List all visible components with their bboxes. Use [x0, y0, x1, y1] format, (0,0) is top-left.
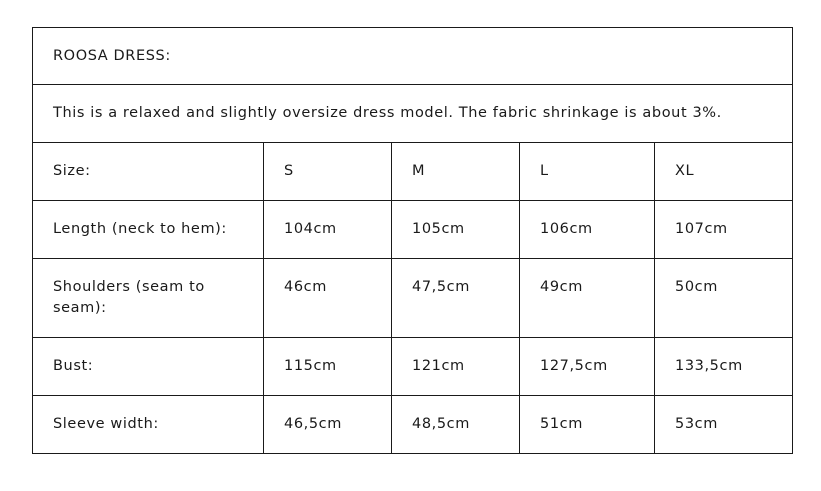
size-chart-table [32, 27, 793, 454]
row-label: Shoulders (seam to seam): [33, 259, 264, 338]
measurement-cell: 115cm [264, 338, 392, 396]
measurement-cell: 105cm [392, 201, 520, 259]
measurement-cell: 104cm [264, 201, 392, 259]
measurement-cell: 51cm [520, 396, 655, 454]
measurement-cell: 107cm [655, 201, 793, 259]
table-row [33, 201, 793, 259]
measurement-cell: 46cm [264, 259, 392, 338]
fit-note: This is a relaxed and slightly oversize dress model. The fabric shrinkage is about 3%. [33, 85, 793, 143]
measurement-cell: 49cm [520, 259, 655, 338]
measurement-cell: 48,5cm [392, 396, 520, 454]
measurement-cell: 46,5cm [264, 396, 392, 454]
measurement-cell: 106cm [520, 201, 655, 259]
measurement-cell: 53cm [655, 396, 793, 454]
measurement-cell: 47,5cm [392, 259, 520, 338]
size-header-cell: L [520, 143, 655, 201]
title-row [33, 28, 793, 85]
row-label: Sleeve width: [33, 396, 264, 454]
measurement-cell: 133,5cm [655, 338, 793, 396]
product-title: ROOSA DRESS: [33, 28, 793, 85]
size-header-cell: M [392, 143, 520, 201]
measurement-cell: 121cm [392, 338, 520, 396]
row-label: Length (neck to hem): [33, 201, 264, 259]
size-header-row [33, 143, 793, 201]
measurement-cell: 127,5cm [520, 338, 655, 396]
table-row [33, 338, 793, 396]
table-row [33, 396, 793, 454]
size-header-cell: S [264, 143, 392, 201]
size-header-label: Size: [33, 143, 264, 201]
row-label: Bust: [33, 338, 264, 396]
table-row [33, 259, 793, 338]
note-row [33, 85, 793, 143]
size-header-cell: XL [655, 143, 793, 201]
measurement-cell: 50cm [655, 259, 793, 338]
